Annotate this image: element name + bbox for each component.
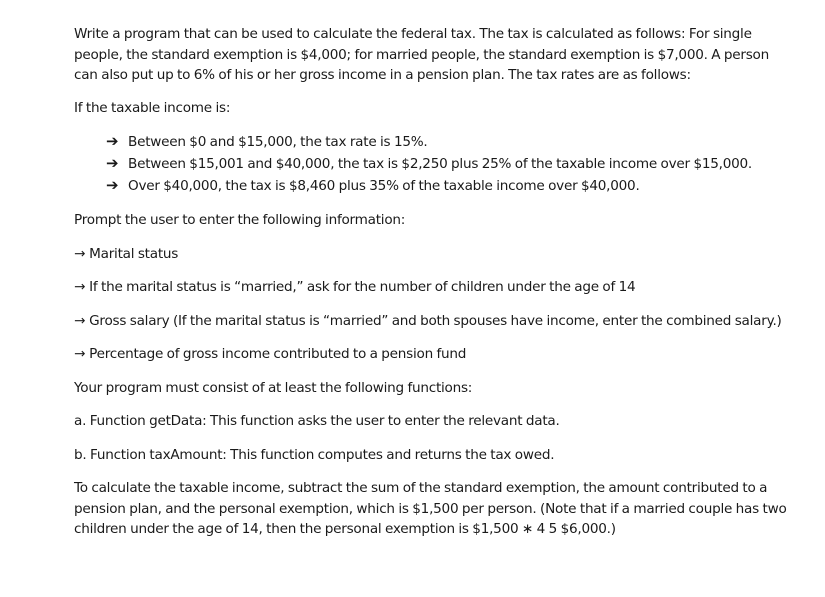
bracket-text: Over $40,000, the tax is $8,460 plus 35% of the taxable income over $40,000. (128, 178, 640, 194)
function-item: a. Function getData: This function asks the user to enter the relevant data. (74, 413, 560, 429)
taxable-heading: If the taxable income is: (74, 99, 231, 116)
arrow-bullet-icon: ➔ (106, 154, 119, 172)
arrow-right-icon: → (74, 312, 86, 329)
intro-paragraph: Write a program that can be used to calculate the federal tax. The tax is calculated as follows: For single people, the standard exemption is $4,000; for married people, the standard exemption is $7,000. A person can also put up to 6% of his or her gross income in a pension plan. The tax rates are as follows: (74, 26, 769, 83)
function-item: b. Function taxAmount: This function computes and returns the tax owed. (74, 446, 555, 463)
prompt-text: Marital status (89, 245, 179, 262)
prompt-item (74, 344, 794, 365)
prompt-item (74, 277, 794, 298)
prompt-text: Percentage of gross income contributed to a pension fund (89, 346, 467, 362)
bracket-text: Between $0 and $15,000, the tax rate is 15%. (128, 134, 428, 150)
prompt-item (74, 311, 794, 332)
tax-bracket-list (74, 131, 794, 197)
list-item (106, 175, 794, 197)
prompt-text: If the marital status is “married,” ask for the number of children under the age of 14 (89, 279, 636, 295)
document-body (74, 24, 794, 540)
functions-heading: Your program must consist of at least the following functions: (74, 379, 473, 396)
prompt-item (74, 244, 794, 265)
arrow-right-icon: → (74, 245, 86, 262)
arrow-right-icon: → (74, 279, 86, 295)
closing-paragraph: To calculate the taxable income, subtract the sum of the standard exemption, the amount contributed to a pension plan, and the personal exemption, which is $1,500 per person. (Note that if a married couple has two children under the age of 14, then the personal exemption is $1,500 ∗ 4 5 $6,000.) (74, 480, 787, 537)
arrow-bullet-icon: ➔ (106, 176, 119, 194)
bracket-text: Between $15,001 and $40,000, the tax is $2,250 plus 25% of the taxable income over $15,000. (128, 156, 752, 172)
list-item (106, 131, 794, 153)
prompt-text: Gross salary (If the marital status is “married” and both spouses have income, enter the combined salary.) (89, 312, 782, 329)
list-item (106, 153, 794, 175)
arrow-bullet-icon: ➔ (106, 132, 119, 150)
arrow-right-icon: → (74, 346, 86, 362)
prompt-heading: Prompt the user to enter the following information: (74, 212, 406, 228)
